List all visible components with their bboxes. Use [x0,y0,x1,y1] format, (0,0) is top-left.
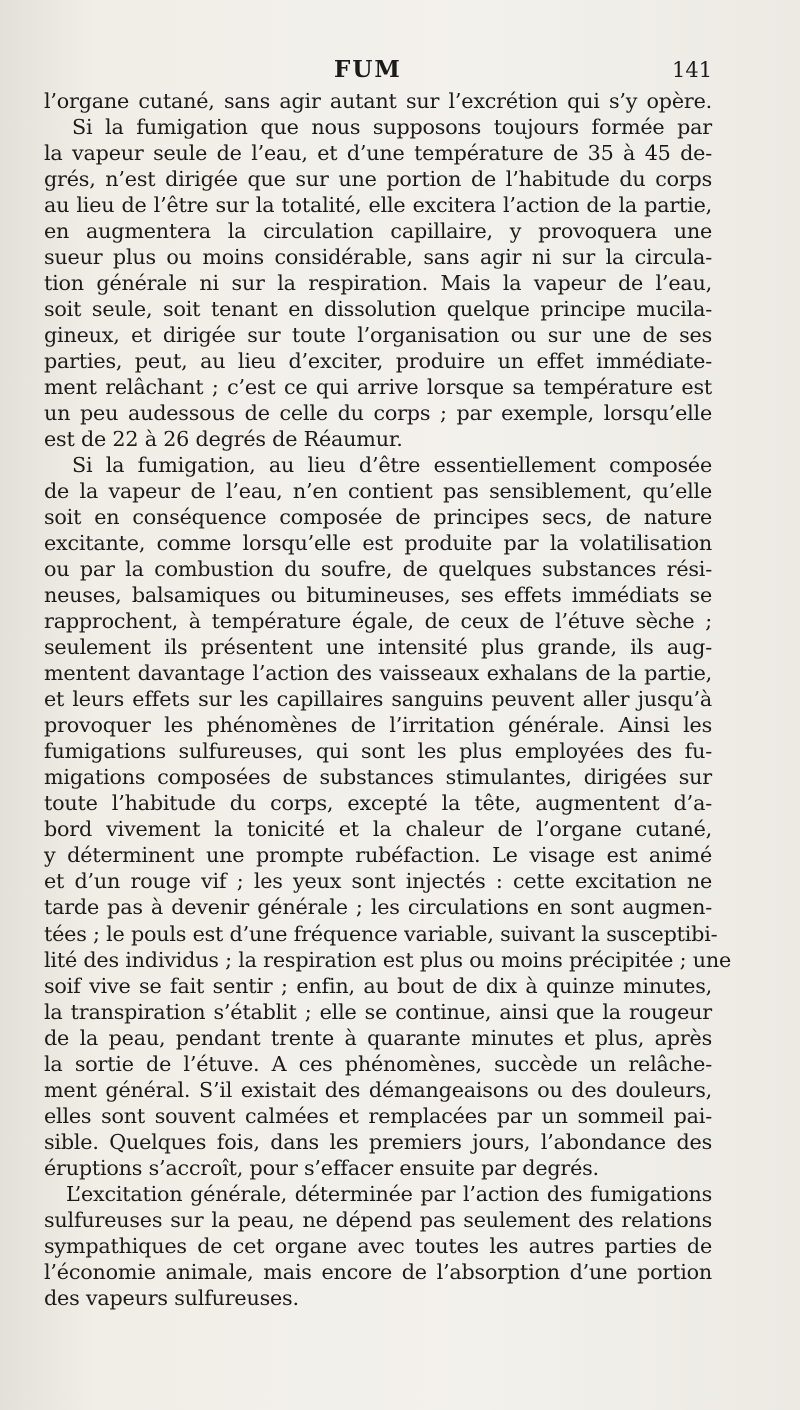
text-line: l’organe cutané, sans agir autant sur l’excrétion qui s’y opère. [44,89,712,113]
text-line: elles sont souvent calmées et remplacées par un sommeil pai- [44,1103,712,1128]
text-line: y déterminent une prompte rubéfaction. Le visage est animé [44,843,712,868]
text-line: fumigations sulfureuses, qui sont les plus employées des fu- [44,739,712,764]
text-line: bord vivement la tonicité et la chaleur de l’organe cutané, [44,817,712,842]
text-line: rapprochent, à température égale, de ceux de l’étuve sèche ; [44,609,712,634]
text-line: neuses, balsamiques ou bitumineuses, ses effets immédiats se [44,583,712,608]
text-line: sueur plus ou moins considérable, sans agir ni sur la circula- [44,245,712,270]
text-line: la transpiration s’établit ; elle se continue, ainsi que la rougeur [44,999,712,1024]
text-line: éruptions s’accroît, pour s’effacer ensuite par degrés. [44,1155,599,1180]
text-line: tion générale ni sur la respiration. Mais la vapeur de l’eau, [44,271,712,296]
text-line: sympathiques de cet organe avec toutes les autres parties de [44,1233,712,1258]
text-line: de la vapeur de l’eau, n’en contient pas sensiblement, qu’elle [44,479,712,504]
text-line: de la peau, pendant trente à quarante minutes et plus, après [44,1025,712,1050]
text-line: sulfureuses sur la peau, ne dépend pas seulement des relations [44,1207,712,1232]
text-line: au lieu de l’être sur la totalité, elle excitera l’action de la partie, [44,193,712,218]
text-line: la vapeur seule de l’eau, et d’une température de 35 à 45 de- [44,141,712,166]
text-line: tarde pas à devenir générale ; les circulations en sont augmen- [44,895,712,920]
running-title: FUM [334,56,402,83]
text-line: ment relâchant ; c’est ce qui arrive lorsque sa température est [44,375,712,400]
text-line: soit en conséquence composée de principes secs, de nature [44,505,712,530]
text-line: Si la fumigation, au lieu d’être essentiellement composée [72,453,712,478]
text-line: et leurs effets sur les capillaires sanguins peuvent aller jusqu’à [44,687,712,712]
text-line: en augmentera la circulation capillaire, y provoquera une [44,219,712,244]
running-head [0,56,800,86]
text-line: grés, n’est dirigée que sur une portion de l’habitude du corps [44,167,712,192]
text-line: soit seule, soit tenant en dissolution quelque principe mucila- [44,297,712,322]
text-line: ment général. S’il existait des démangeaisons ou des douleurs, [44,1077,712,1102]
text-line: l’économie animale, mais encore de l’absorption d’une portion [44,1259,712,1284]
text-line: parties, peut, au lieu d’exciter, produire un effet immédiate- [44,349,712,374]
text-line: un peu audessous de celle du corps ; par exemple, lorsqu’elle [44,401,712,426]
text-line: provoquer les phénomènes de l’irritation générale. Ainsi les [44,713,712,738]
text-line: est de 22 à 26 degrés de Réaumur. [44,427,403,452]
text-line: la sortie de l’étuve. A ces phénomènes, succède un relâche- [44,1051,712,1076]
body-text [44,88,732,1311]
text-line: excitante, comme lorsqu’elle est produite par la volatilisation [44,531,712,556]
text-line: gineux, et dirigée sur toute l’organisation ou sur une de ses [44,323,712,348]
page-number: 141 [672,58,713,82]
text-line: migations composées de substances stimulantes, dirigées sur [44,765,712,790]
text-line: Si la fumigation que nous supposons toujours formée par [72,115,712,140]
text-line: et d’un rouge vif ; les yeux sont injectés : cette excitation ne [44,869,712,894]
text-line: ou par la combustion du soufre, de quelques substances rési- [44,557,712,582]
text-line: lité des individus ; la respiration est plus ou moins précipitée ; une [44,947,732,972]
text-line: seulement ils présentent une intensité plus grande, ils aug- [44,635,712,660]
text-line: soif vive se fait sentir ; enfin, au bout de dix à quinze minutes, [44,973,712,998]
text-line: mentent davantage l’action des vaisseaux exhalans de la partie, [44,661,712,686]
text-line: toute l’habitude du corps, excepté la tête, augmentent d’a- [44,791,712,816]
text-line: sible. Quelques fois, dans les premiers jours, l’abondance des [44,1129,712,1154]
text-line: tées ; le pouls est d’une fréquence variable, suivant la susceptibi- [44,921,718,946]
text-line: L’excitation générale, déterminée par l’action des fumigations [66,1181,712,1206]
text-line: des vapeurs sulfureuses. [44,1285,299,1310]
